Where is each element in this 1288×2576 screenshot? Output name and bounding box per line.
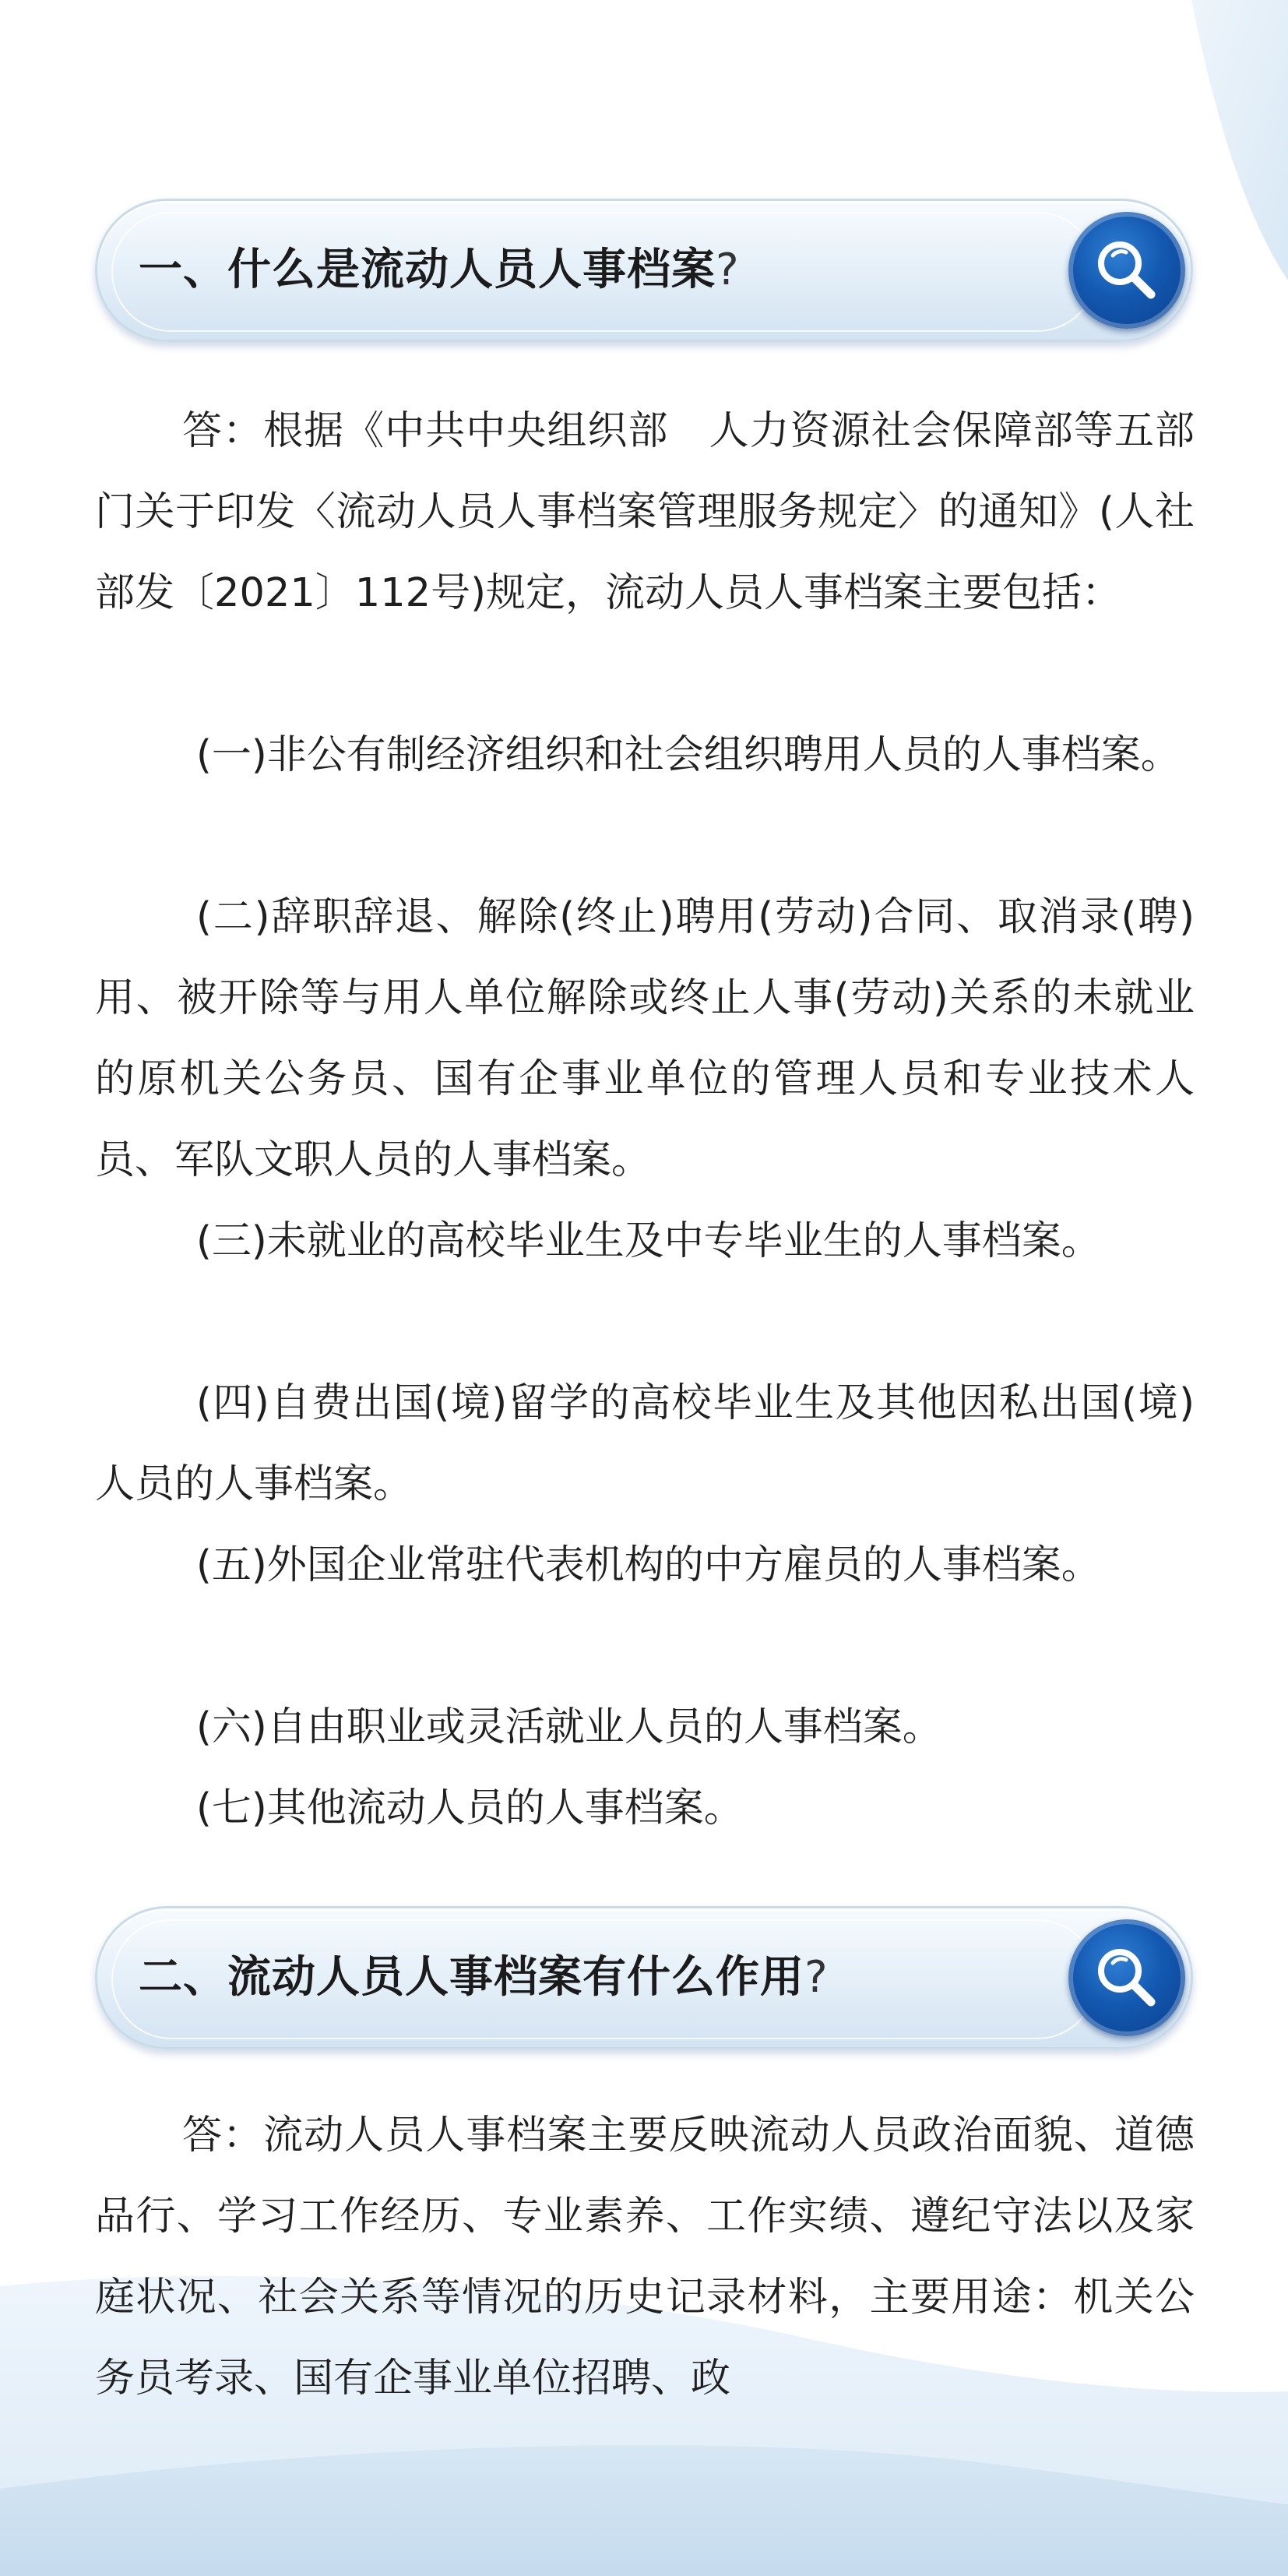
search-button[interactable] [1068,212,1185,329]
section-1-item-7: (七)其他流动人员的人事档案。 [196,1785,744,1831]
section-1-title-mark: ? [716,245,740,295]
search-icon [1092,235,1162,305]
section-1-item-6: (六)自由职业或灵活就业人员的人事档案。 [196,1704,942,1750]
section-1-item-5: (五)外国企业常驻代表机构的中方雇员的人事档案。 [196,1542,1101,1588]
section-1-item-3: (三)未就业的高校毕业生及中专毕业生的人事档案。 [196,1218,1101,1264]
section-1-item-2: (二)辞职辞退、解除(终止)聘用(劳动)合同、取消录(聘)用、被开除等与用人单位解除或终止人事(劳动)关系的未就业的原机关公务员、国有企事业单位的管理人员和专业技术人员、军队文职人员的人事档案。 [95,894,1195,1183]
section-2-header [95,1906,1193,2049]
section-1-header [95,199,1193,342]
section-1-item-1: (一)非公有制经济组织和社会组织聘用人员的人事档案。 [196,732,1181,778]
section-2-title-mark: ? [804,1952,829,2003]
section-2-title-text: 二、流动人员人事档案有什么作用 [139,1952,804,2003]
section-2-answer: 答：流动人员人事档案主要反映流动人员政治面貌、道德品行、学习工作经历、专业素养、工作实绩、遵纪守法以及家庭状况、社会关系等情况的历史记录材料，主要用途：机关公务员考录、国有企事业单位招聘、政 [95,2113,1195,2402]
section-2-title [139,1906,829,2049]
search-button[interactable] [1068,1919,1185,2036]
section-1-item-4: (四)自费出国(境)留学的高校毕业生及其他因私出国(境)人员的人事档案。 [95,1380,1195,1507]
section-1-title [139,199,740,342]
section-1-title-text: 一、什么是流动人员人事档案 [139,245,716,295]
section-1-intro: 答：根据《中共中央组织部 人力资源社会保障部等五部门关于印发〈流动人员人事档案管理服务规定〉的通知》(人社部发〔2021〕112号)规定，流动人员人事档案主要包括： [95,408,1195,616]
search-icon [1092,1943,1162,2013]
